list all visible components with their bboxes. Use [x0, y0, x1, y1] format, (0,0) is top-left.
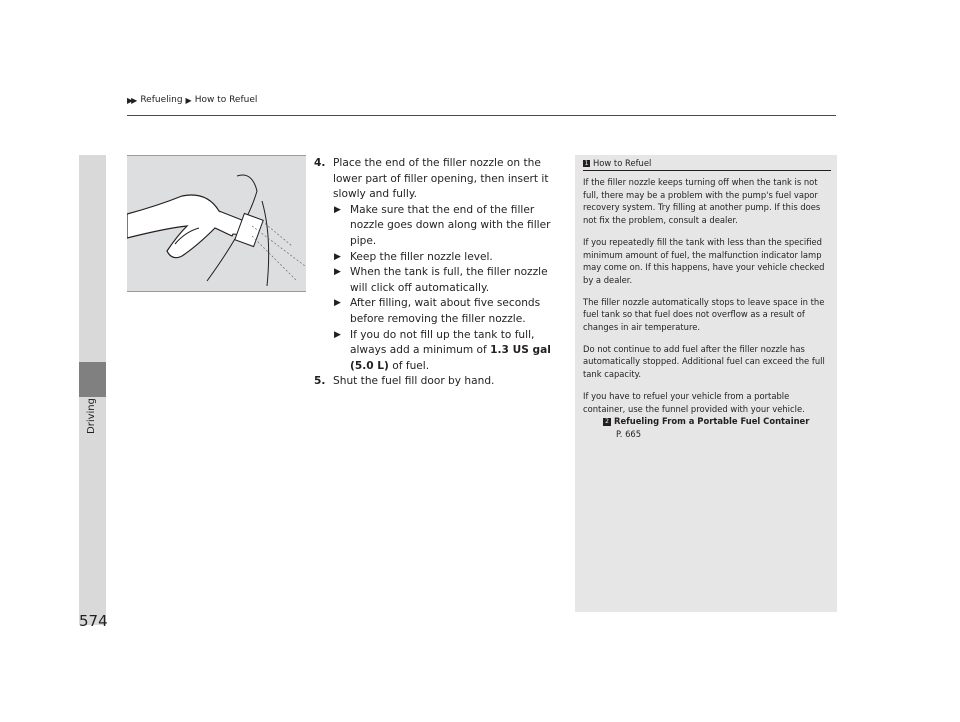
fuel-minimum-amount: 1.3 US gal (5.0 L): [350, 344, 551, 372]
fuel-nozzle-illustration: [127, 155, 306, 292]
note-divider: [583, 170, 831, 171]
note-header: [583, 158, 651, 168]
sub-step: [313, 250, 563, 266]
refuel-steps: [313, 156, 563, 390]
sub-step: [313, 296, 563, 327]
breadcrumb: [127, 95, 257, 105]
note-paragraph: If the filler nozzle keeps turning off when the tank is not full, there may be a problem with the pump's fuel vapor recovery system. Try filling at another pump. If this does not fix the problem, consult a dealer.: [583, 177, 821, 226]
sub-step-text: Keep the filler nozzle level.: [350, 250, 493, 263]
breadcrumb-arrow-icon: ▶▶: [127, 95, 136, 105]
breadcrumb-item-how-to-refuel[interactable]: How to Refuel: [194, 95, 258, 105]
step-text: Shut the fuel fill door by hand.: [333, 375, 495, 388]
step-number: 4.: [314, 157, 326, 169]
sub-arrow-icon: ▶: [334, 204, 341, 215]
header-divider: [127, 115, 836, 116]
sub-arrow-icon: ▶: [334, 267, 341, 278]
reference-title[interactable]: Refueling From a Portable Fuel Container: [614, 416, 810, 427]
note-icon: 1: [584, 159, 589, 167]
sub-step-text: Make sure that the end of the filler nozzle goes down along with the filler pipe.: [350, 203, 551, 247]
sub-arrow-icon: ▶: [334, 329, 341, 340]
step-number: 5.: [314, 375, 326, 388]
note-body: [583, 176, 833, 441]
reference-page[interactable]: P. 665: [616, 428, 642, 439]
page-number: 574: [79, 612, 108, 630]
chapter-tab-marker: [79, 362, 106, 397]
note-paragraph: The filler nozzle automatically stops to leave space in the fuel tank so that fuel does not overflow as a result of changes in air temperature.: [583, 296, 825, 333]
reference-arrow-icon: 2: [603, 418, 611, 426]
note-title: How to Refuel: [593, 158, 652, 168]
step-4: [313, 156, 563, 203]
breadcrumb-arrow-icon: ▶: [185, 95, 190, 105]
sub-step: [313, 265, 563, 296]
note-paragraph: If you repeatedly fill the tank with less than the specified minimum amount of fuel, the malfunction indicator lamp may come on. If this happens, have your vehicle checked by a dealer.: [583, 236, 825, 285]
breadcrumb-item-refueling[interactable]: Refueling: [140, 95, 183, 105]
sub-step: [313, 203, 563, 250]
sub-step-text: After filling, wait about five seconds before removing the filler nozzle.: [350, 297, 541, 325]
sub-step-text: When the tank is full, the filler nozzle will click off automatically.: [350, 266, 548, 294]
note-paragraph: Do not continue to add fuel after the filler nozzle has automatically stopped. Additional fuel can exceed the full tank capacity.: [583, 343, 825, 380]
note-paragraph: If you have to refuel your vehicle from a portable container, use the funnel provided with your vehicle.: [583, 390, 805, 414]
sub-step-text-end: of fuel.: [388, 359, 430, 372]
sub-step: [313, 328, 563, 375]
cross-reference-link[interactable]: [583, 415, 833, 428]
sub-arrow-icon: ▶: [334, 298, 341, 309]
chapter-label: Driving: [86, 398, 97, 434]
fuel-nozzle-icon: [127, 156, 306, 291]
sub-step-text: If you do not fill up the tank to full, always add a minimum of: [350, 328, 535, 357]
sub-arrow-icon: ▶: [334, 251, 341, 262]
step-text: Place the end of the filler nozzle on the lower part of filler opening, then insert it slowly and fully.: [333, 157, 549, 201]
note-panel: [575, 155, 837, 612]
step-5: [313, 374, 563, 390]
